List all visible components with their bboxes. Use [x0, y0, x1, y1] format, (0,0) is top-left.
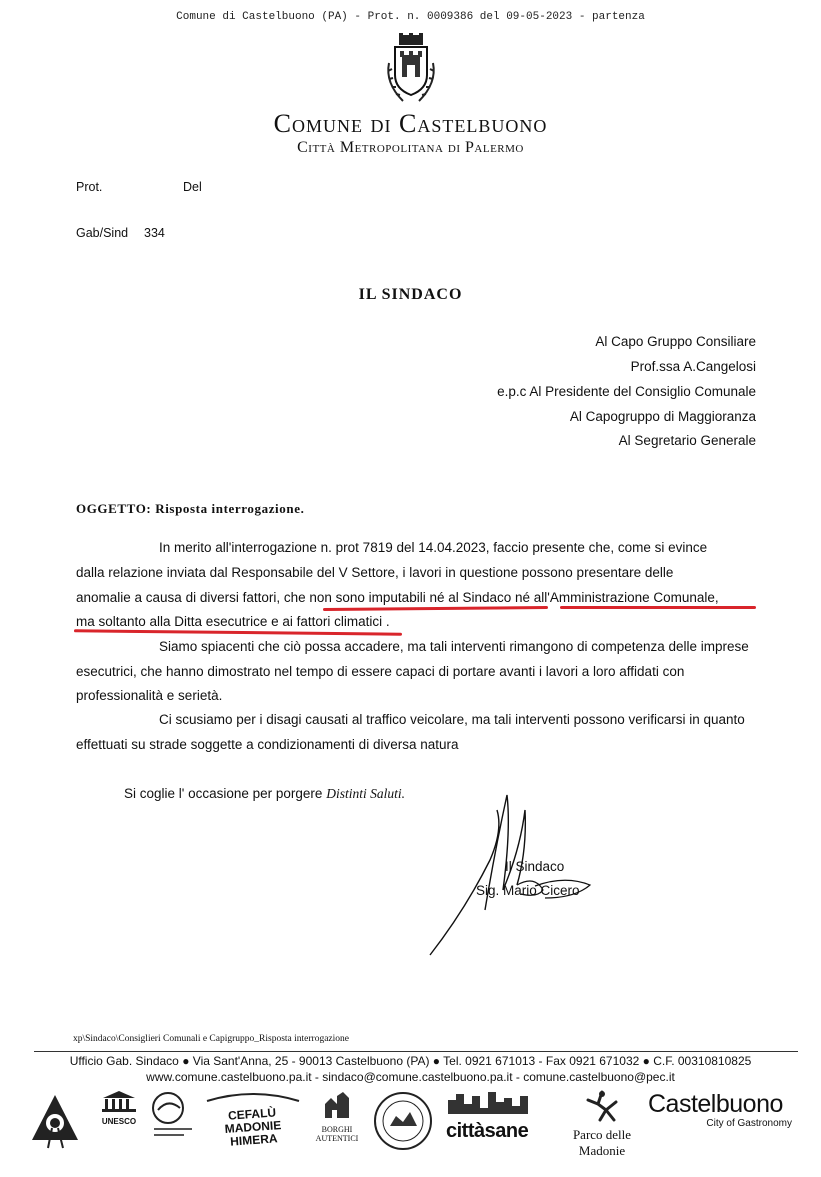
prot-label: Prot. [76, 180, 103, 194]
recipient-line: Prof.ssa A.Cangelosi [630, 359, 756, 374]
unesco-text: UNESCO [101, 1117, 137, 1126]
subject-label: OGGETTO: [76, 501, 152, 516]
body-line: In merito all'interrogazione n. prot 7819 del 14.04.2023, faccio presente che, come si evince [159, 540, 708, 555]
parco-madonie-logo [556, 1090, 648, 1158]
sicily-trinacria-icon [30, 1090, 80, 1150]
skyline-icon [446, 1090, 542, 1116]
municipal-crest [383, 33, 439, 105]
subject-text: Risposta interrogazione. [155, 501, 305, 516]
comune-heading: Comune di Castelbuono [273, 109, 548, 138]
body-line: professionalità e serietà. [76, 688, 223, 703]
recipient-line: Al Capogruppo di Maggioranza [569, 409, 756, 424]
red-underline [323, 606, 548, 611]
cittasane-logo [446, 1090, 546, 1150]
borghi-text: BORGHI AUTENTICI [315, 1125, 359, 1143]
cefalu-text: CEFALÙ MADONIE HIMERA [224, 1105, 282, 1149]
unesco-temple-icon [99, 1090, 139, 1112]
gastronomy-text: City of Gastronomy [706, 1118, 792, 1129]
recipient-line: e.p.c Al Presidente del Consiglio Comunale [497, 384, 756, 399]
dancer-icon [580, 1090, 624, 1122]
body-line: esecutrici, che hanno dimostrato nel tempo di essere capaci di portare avanti i lavori a loro affidati con [76, 664, 685, 679]
castelbuono-text: Castelbuono [648, 1090, 783, 1118]
borghi-autentici-logo [312, 1090, 362, 1154]
circular-seal-icon [372, 1090, 434, 1152]
village-icon [322, 1090, 352, 1120]
del-label: Del [183, 180, 202, 194]
protocol-stamp: Comune di Castelbuono (PA) - Prot. n. 0009386 del 09-05-2023 - partenza [176, 11, 645, 23]
body-line: anomalie a causa di diversi fattori, che non sono imputabili né al Sindaco né all'Amministrazione Comunale, [76, 590, 719, 605]
parco-text: Parco delle Madonie [572, 1127, 632, 1158]
subject-line [76, 501, 304, 517]
red-underline [560, 606, 756, 609]
body-line: dalla relazione inviata dal Responsabile del V Settore, i lavori in questione possono presentare delle [76, 565, 674, 580]
recipient-line: Al Segretario Generale [618, 433, 756, 448]
citta-subheading: Città Metropolitana di Palermo [297, 139, 524, 156]
closing-text: Si coglie l' occasione per porgere [124, 786, 327, 801]
file-path: xp\Sindaco\Consiglieri Comunali e Capigruppo_Risposta interrogazione [73, 1034, 349, 1044]
footer-address: Ufficio Gab. Sindaco ● Via Sant'Anna, 25 - 90013 Castelbuono (PA) ● Tel. 0921 671013 - Fax 0921 671032 ● C.F. 00310810825 [69, 1054, 752, 1068]
signature-role: Il Sindaco [505, 859, 565, 874]
closing-italic: Distinti Saluti. [326, 786, 405, 801]
column-icon [203, 1091, 303, 1103]
castelbuono-gastronomy-logo [648, 1090, 798, 1154]
red-underline [74, 629, 402, 635]
handwritten-signature [425, 790, 605, 960]
closing-line [124, 786, 405, 802]
body-line: effettuati su strade soggette a condizionamenti di diversa natura [76, 737, 459, 752]
footer-contacts: www.comune.castelbuono.pa.it - sindaco@comune.castelbuono.pa.it - comune.castelbuono@pec.it [146, 1070, 675, 1084]
footer-divider [34, 1051, 798, 1052]
body-line: Ci scusiamo per i disagi causati al traffico veicolare, ma tali interventi possono verificarsi in quanto [159, 712, 745, 727]
body-line: Siamo spiacenti che ciò possa accadere, ma tali interventi rimangono di competenza delle imprese [159, 639, 749, 654]
signature-name: Sig. Mario Cicero [476, 883, 580, 898]
geopark-icon [150, 1090, 196, 1150]
cefalu-madonie-himera-logo [203, 1090, 303, 1150]
body-line: ma soltanto alla Ditta esecutrice e ai fattori climatici . [76, 614, 390, 629]
gab-label: Gab/Sind [76, 226, 129, 240]
recipient-line: Al Capo Gruppo Consiliare [595, 334, 756, 349]
document-title: IL SINDACO [358, 286, 463, 303]
unesco-logo [88, 1090, 150, 1152]
cittasane-text: cittàsane [446, 1120, 529, 1142]
gab-number: 334 [144, 226, 165, 240]
